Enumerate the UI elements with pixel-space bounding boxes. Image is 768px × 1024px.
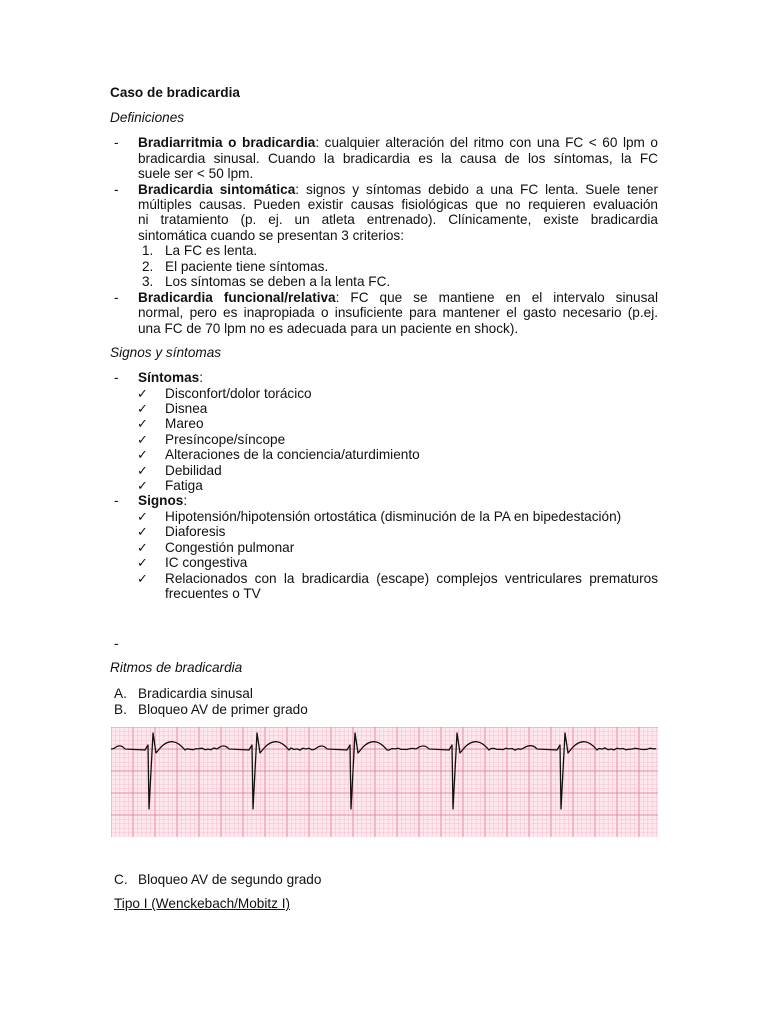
list-dash: - <box>114 493 119 508</box>
checkmark-icon: ✓ <box>137 386 148 401</box>
definition-line: Bradicardia funcional/relativa: FC que se mantiene en el intervalo sinusal <box>138 290 658 305</box>
definition-term: Bradicardia funcional/relativa <box>138 290 336 305</box>
rhythm-subtitle: Tipo I (Wenckebach/Mobitz I) <box>114 896 291 911</box>
definition-term: Bradicardia sintomática <box>138 182 296 197</box>
rhythm-letter: C. <box>114 872 128 887</box>
list-dash: - <box>114 182 119 197</box>
definition-line: bradicardia sinusal. Cuando la bradicardia es la causa de los síntomas, la FC <box>138 151 658 166</box>
definition-term: Bradiarritmia o bradicardia <box>138 135 316 150</box>
checkmark-icon: ✓ <box>137 478 148 493</box>
rhythm-item: Bloqueo AV de segundo grado <box>138 872 322 887</box>
criterion-text: El paciente tiene síntomas. <box>165 259 329 274</box>
rhythm-letter: A. <box>114 686 127 701</box>
definition-line: múltiples causas. Pueden existir causas fisiológicas que no requieren evaluación <box>138 197 658 212</box>
rhythm-item: Bradicardia sinusal <box>138 686 253 701</box>
definition-line: suele ser < 50 lpm. <box>138 166 254 181</box>
list-item: frecuentes o TV <box>165 586 261 601</box>
section-heading-definiciones: Definiciones <box>110 110 185 125</box>
list-dash: - <box>114 135 119 150</box>
list-item: Debilidad <box>165 463 222 478</box>
ecg-strip-image <box>111 727 658 837</box>
list-item: Alteraciones de la conciencia/aturdimiento <box>165 447 420 462</box>
checkmark-icon: ✓ <box>137 524 148 539</box>
checkmark-icon: ✓ <box>137 447 148 462</box>
checkmark-icon: ✓ <box>137 416 148 431</box>
section-heading-signos-sintomas: Signos y síntomas <box>110 345 222 360</box>
section-heading-ritmos: Ritmos de bradicardia <box>110 660 243 675</box>
definition-line: Bradiarritmia o bradicardia: cualquier alteración del ritmo con una FC < 60 lpm o <box>138 135 658 150</box>
checkmark-icon: ✓ <box>137 463 148 478</box>
checkmark-icon: ✓ <box>137 540 148 555</box>
checkmark-icon: ✓ <box>137 432 148 447</box>
list-item: Hipotensión/hipotensión ortostática (disminución de la PA en bipedestación) <box>165 509 622 524</box>
list-item: Diaforesis <box>165 524 226 539</box>
list-item: Disconfort/dolor torácico <box>165 386 312 401</box>
sintomas-label: Síntomas: <box>138 370 203 385</box>
ecg-grid <box>111 727 658 837</box>
list-item: Congestión pulmonar <box>165 540 295 555</box>
signos-label: Signos: <box>138 493 188 508</box>
checkmark-icon: ✓ <box>137 555 148 570</box>
checkmark-icon: ✓ <box>137 571 148 586</box>
definition-line: ni tratamiento (p. ej. un atleta entrenado). Clínicamente, existe bradicardia <box>138 212 658 227</box>
definition-line: sintomática cuando se presentan 3 criterios: <box>138 228 404 243</box>
criterion-text: La FC es lenta. <box>165 243 258 258</box>
list-item: Presíncope/síncope <box>165 432 286 447</box>
rhythm-letter: B. <box>114 702 127 717</box>
checkmark-icon: ✓ <box>137 401 148 416</box>
list-item: IC congestiva <box>165 555 248 570</box>
list-item: Relacionados con la bradicardia (escape) complejos ventriculares prematuros <box>165 571 658 586</box>
criterion-number: 1. <box>142 243 154 258</box>
page-title: Caso de bradicardia <box>110 85 240 100</box>
criterion-number: 3. <box>142 274 154 289</box>
definition-line: normal, pero es inapropiada o insuficiente para mantener el gasto necesario (p.ej. <box>138 305 658 320</box>
list-item: Mareo <box>165 416 204 431</box>
list-dash: - <box>114 636 119 651</box>
list-item: Fatiga <box>165 478 203 493</box>
list-dash: - <box>114 370 119 385</box>
list-item: Disnea <box>165 401 208 416</box>
definition-line: Bradicardia sintomática: signos y síntomas debido a una FC lenta. Suele tener <box>138 182 658 197</box>
definition-line: una FC de 70 lpm no es adecuada para un paciente en shock). <box>138 321 519 336</box>
list-dash: - <box>114 290 119 305</box>
criterion-text: Los síntomas se deben a la lenta FC. <box>165 274 391 289</box>
rhythm-item: Bloqueo AV de primer grado <box>138 702 308 717</box>
criterion-number: 2. <box>142 259 154 274</box>
checkmark-icon: ✓ <box>137 509 148 524</box>
